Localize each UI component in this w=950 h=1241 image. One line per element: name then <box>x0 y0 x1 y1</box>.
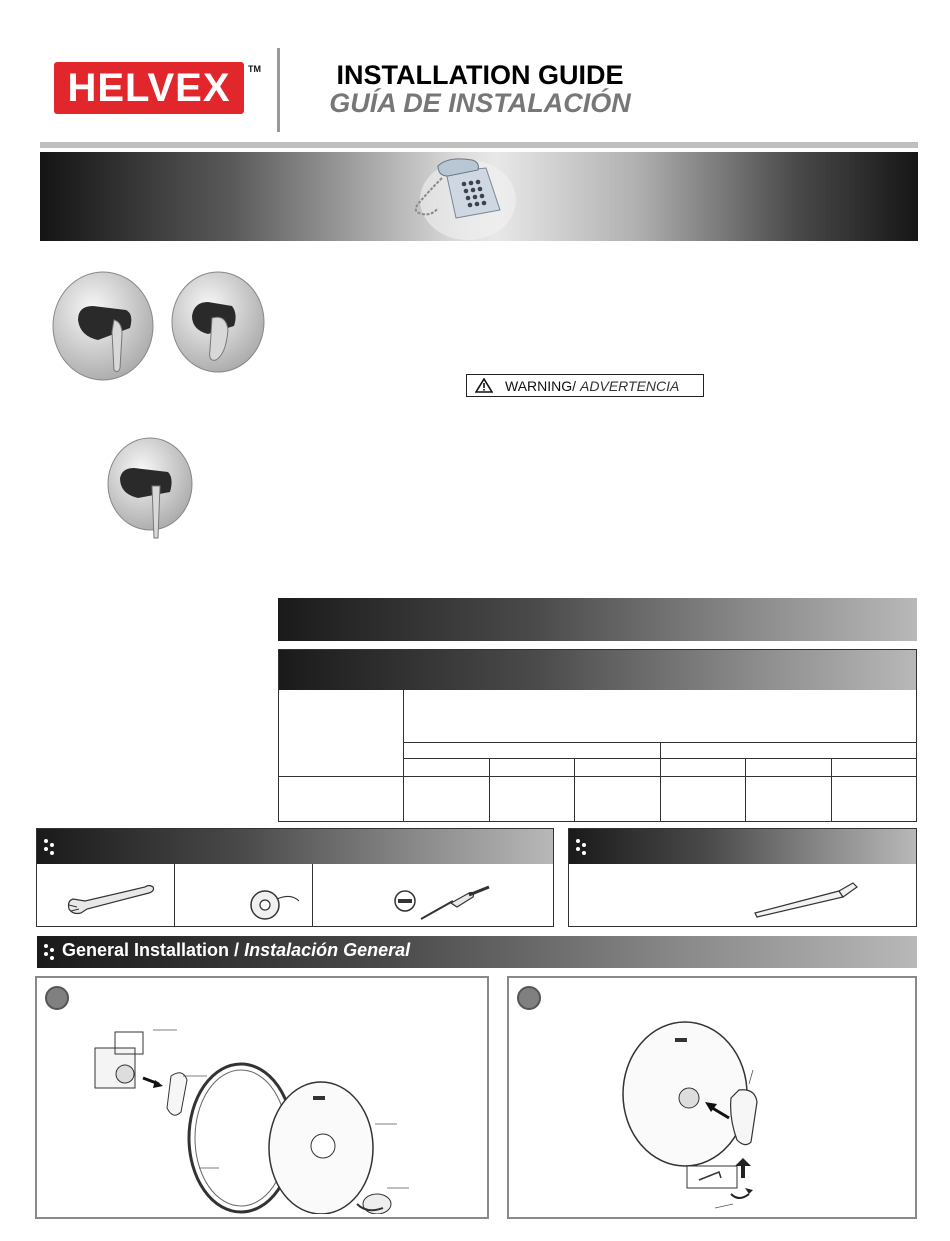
bullet-dots-icon <box>575 838 589 856</box>
contact-banner <box>40 152 918 241</box>
bullet-dots-icon <box>43 943 57 961</box>
table-header <box>279 650 916 690</box>
teflon-tape-icon <box>247 887 307 921</box>
table-divider <box>745 758 746 822</box>
step-1-illustration <box>87 1028 427 1214</box>
step-1-panel <box>35 976 489 1219</box>
warning-separator: / <box>572 377 577 394</box>
telephone-icon <box>408 152 520 241</box>
adjustable-wrench-icon <box>65 885 157 919</box>
warning-label-es: ADVERTENCIA <box>580 377 680 394</box>
warning-box <box>466 374 704 397</box>
step-2-number <box>517 986 541 1010</box>
title-english: INSTALLATION GUIDE <box>336 60 624 90</box>
general-installation-title <box>62 940 410 961</box>
tools-needed-box <box>36 828 554 927</box>
tools-included-header <box>569 829 916 864</box>
warning-triangle-icon <box>475 378 493 393</box>
general-installation-en: General Installation <box>62 940 230 960</box>
bullet-dots-icon <box>43 838 57 856</box>
tools-header <box>37 829 553 864</box>
title-spanish: GUÍA DE INSTALACIÓN <box>329 88 631 118</box>
section-bar <box>278 598 917 641</box>
logo-text: HELVEX <box>67 65 231 110</box>
table-divider <box>403 690 404 822</box>
general-installation-separator: / <box>229 940 240 960</box>
table-divider <box>489 758 490 822</box>
shower-valve-trim-lever-3 <box>104 434 200 542</box>
table-divider <box>574 758 575 822</box>
warning-label-en: WARNING <box>505 377 573 394</box>
table-divider <box>831 758 832 822</box>
allen-key-icon <box>753 879 863 919</box>
shower-valve-trim-lever-1 <box>48 270 158 388</box>
table-divider <box>660 742 661 758</box>
general-installation-es: Instalación General <box>244 940 411 960</box>
trademark: TM <box>248 64 261 74</box>
step-2-illustration <box>619 1018 879 1214</box>
pressure-table <box>278 649 917 822</box>
tools-divider <box>174 864 175 927</box>
flathead-screwdriver-icon <box>393 883 503 923</box>
helvex-logo <box>54 62 244 114</box>
shower-valve-trim-lever-2 <box>168 270 272 386</box>
header-rule <box>40 142 918 148</box>
tools-included-box <box>568 828 917 927</box>
step-1-number <box>45 986 69 1010</box>
tools-divider <box>312 864 313 927</box>
step-2-panel <box>507 976 917 1219</box>
table-divider <box>660 758 661 822</box>
table-divider <box>279 776 917 777</box>
